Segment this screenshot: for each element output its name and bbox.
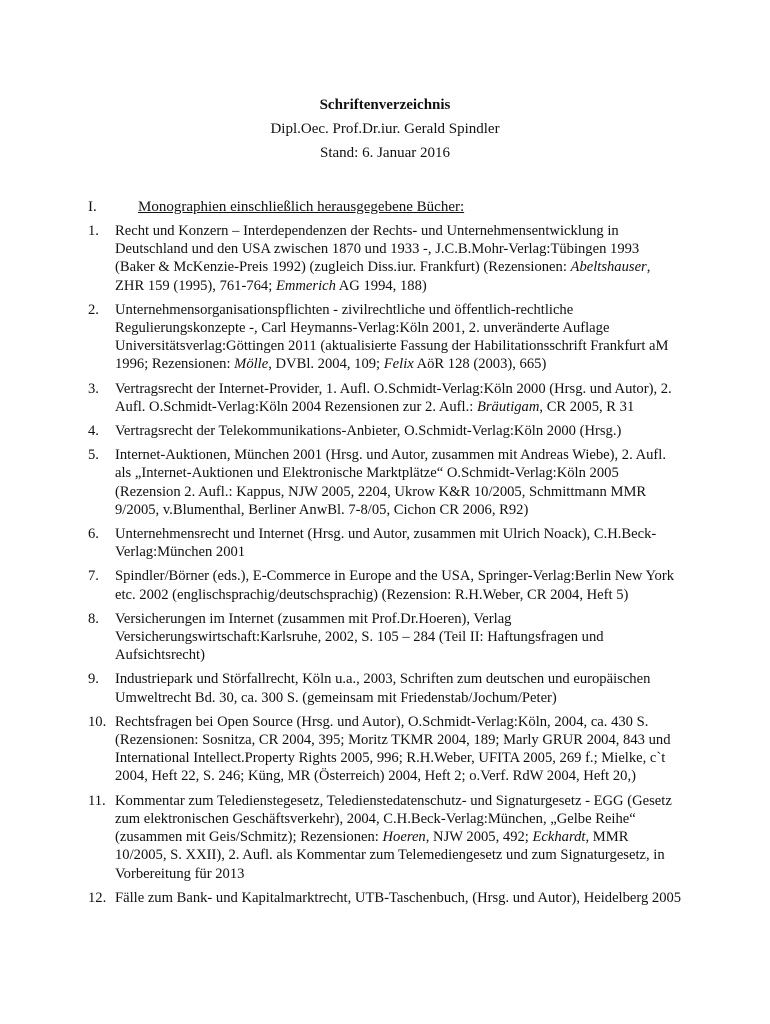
item-text: Industriepark und Störfallrecht, Köln u.a., 2003, Schriften zum deutschen und europäischen Umweltrecht Bd. 30, ca. 300 S. (gemeinsam mit Friedenstab/Jochum/Peter) [115, 671, 651, 706]
list-item [88, 525, 682, 561]
list-item [88, 567, 682, 603]
item-text: Spindler/Börner (eds.), E-Commerce in Europe and the USA, Springer-Verlag:Berlin New York etc. 2002 (englischsprachig/deutschsprachig) (Rezension: R.H.Weber, CR 2004, Heft 5) [115, 568, 675, 603]
list-item [88, 422, 682, 440]
item-text: Unternehmensrecht und Internet (Hrsg. und Autor, zusammen mit Ulrich Noack), C.H.Beck-Verlag:München 2001 [115, 526, 657, 561]
list-item [88, 792, 682, 883]
item-text: Versicherungen im Internet (zusammen mit Prof.Dr.Hoeren), Verlag Versicherungswirtschaft:Karlsruhe, 2002, S. 105 – 284 (Teil II: Haftungsfragen und Aufsichtsrecht) [115, 610, 604, 664]
reviewer-name: Mölle [234, 356, 269, 373]
reviewer-name: Abeltshauser [570, 259, 647, 276]
document-title: Schriftenverzeichnis [319, 97, 451, 113]
section-heading [88, 198, 688, 216]
item-text: , ZHR 159 (1995), 761-764; [115, 259, 651, 294]
item-number: 12. [88, 889, 107, 906]
author-line: Dipl.Oec. Prof.Dr.iur. Gerald Spindler [270, 121, 500, 137]
item-text: Vertragsrecht der Telekommunikations-Anbieter, O.Schmidt-Verlag:Köln 2000 (Hrsg.) [115, 423, 622, 440]
item-text: AöR 128 (2003), 665) [413, 356, 547, 373]
list-item [88, 446, 682, 519]
item-number: 5. [88, 447, 99, 464]
item-text: Internet-Auktionen, München 2001 (Hrsg. und Autor, zusammen mit Andreas Wiebe), 2. Aufl. als „Internet-Auktionen und Elektronische Marktplätze“ O.Schmidt-Verlag:Köln 2005 (Rezension 2. Aufl.: Kappus, NJW 2005, 2204, Ukrow K&R 10/2005, Schmittmann MMR 9/2005, v.Blumenthal, Berliner AnwBl. 7-8/05, Cichon CR 2006, R92) [115, 447, 666, 518]
item-number: 1. [88, 223, 99, 239]
item-text: Fälle zum Bank- und Kapitalmarktrecht, UTB-Taschenbuch, (Hrsg. und Autor), Heidelberg 2005 [115, 889, 682, 906]
item-text: , CR 2005, R 31 [539, 398, 635, 415]
list-item [88, 713, 682, 786]
section-number: I. [88, 199, 97, 215]
section-label: Monographien einschließlich herausgegebene Bücher: [138, 199, 465, 215]
item-number: 9. [88, 671, 99, 688]
item-number: 6. [88, 526, 99, 543]
item-number: 7. [88, 568, 99, 585]
publication-list [88, 222, 682, 913]
list-item [88, 301, 682, 374]
reviewer-name: Felix [383, 356, 414, 373]
item-number: 3. [88, 380, 99, 397]
item-text: Kommentar zum Teledienstegesetz, Teledienstedatenschutz- und Signaturgesetz - EGG (Gesetz zum elektronischen Geschäftsverkehr), 2004, C.H.Beck-Verlag:München, „Gelbe Reihe“ (zusammen mit Geis/Schmitz); Rezensionen: [115, 792, 672, 846]
item-text: Unternehmensorganisationspflichten - zivilrechtliche und öffentlich-rechtliche Regulierungskonzepte -, Carl Heymanns-Verlag:Köln 2001, 2. unveränderte Auflage Universitätsverlag:Göttingen 2011 (aktualisierte Fassung der Habilitationsschrift Frankfurt aM 1996; Rezensionen: [115, 301, 669, 373]
item-text: AG 1994, 188) [335, 277, 427, 294]
item-number: 8. [88, 610, 99, 627]
list-item [88, 222, 682, 295]
reviewer-name: Hoeren [382, 829, 426, 846]
item-text: Vertragsrecht der Internet-Provider, 1. Aufl. O.Schmidt-Verlag:Köln 2000 (Hrsg. und Autor), 2. Aufl. O.Schmidt-Verlag:Köln 2004 Rezensionen zur 2. Aufl.: [115, 380, 672, 415]
item-text: Rechtsfragen bei Open Source (Hrsg. und Autor), O.Schmidt-Verlag:Köln, 2004, ca. 430 S. (Rezensionen: Sosnitza, CR 2004, 395; Moritz TKMR 2004, 189; Marly GRUR 2004, 843 und International Intellect.Property Rights 2005, 996; R.H.Weber, UFITA 2005, 269 f.; Mielke, c`t 2004, Heft 22, S. 246; Küng, MR (Österreich) 2004, Heft 2; o.Verf. RdW 2004, Heft 20,) [115, 713, 671, 785]
reviewer-name: Eckhardt [532, 829, 586, 846]
item-text: Recht und Konzern – Interdependenzen der Rechts- und Unternehmensentwicklung in Deutschland und den USA zwischen 1870 und 1933 -, J.C.B.Mohr-Verlag:Tübingen 1993 (Baker & McKenzie-Preis 1992) (zugleich Diss.iur. Frankfurt) (Rezensionen: [115, 223, 640, 276]
list-item [88, 380, 682, 416]
reviewer-name: Bräutigam [476, 398, 540, 415]
list-item [88, 889, 682, 907]
list-item [88, 610, 682, 665]
document-header [0, 93, 770, 165]
item-number: 4. [88, 423, 99, 440]
item-number: 11. [88, 792, 106, 809]
list-item [88, 670, 682, 706]
item-number: 10. [88, 713, 107, 730]
item-text: , MMR 10/2005, S. XXII), 2. Aufl. als Kommentar zum Telemediengesetz und zum Signaturgesetz, in Vorbereitung für 2013 [115, 829, 665, 882]
date-line: Stand: 6. Januar 2016 [320, 145, 450, 161]
item-text: , DVBl. 2004, 109; [268, 356, 384, 373]
item-text: , NJW 2005, 492; [425, 829, 533, 846]
reviewer-name: Emmerich [275, 277, 336, 294]
item-number: 2. [88, 301, 99, 318]
